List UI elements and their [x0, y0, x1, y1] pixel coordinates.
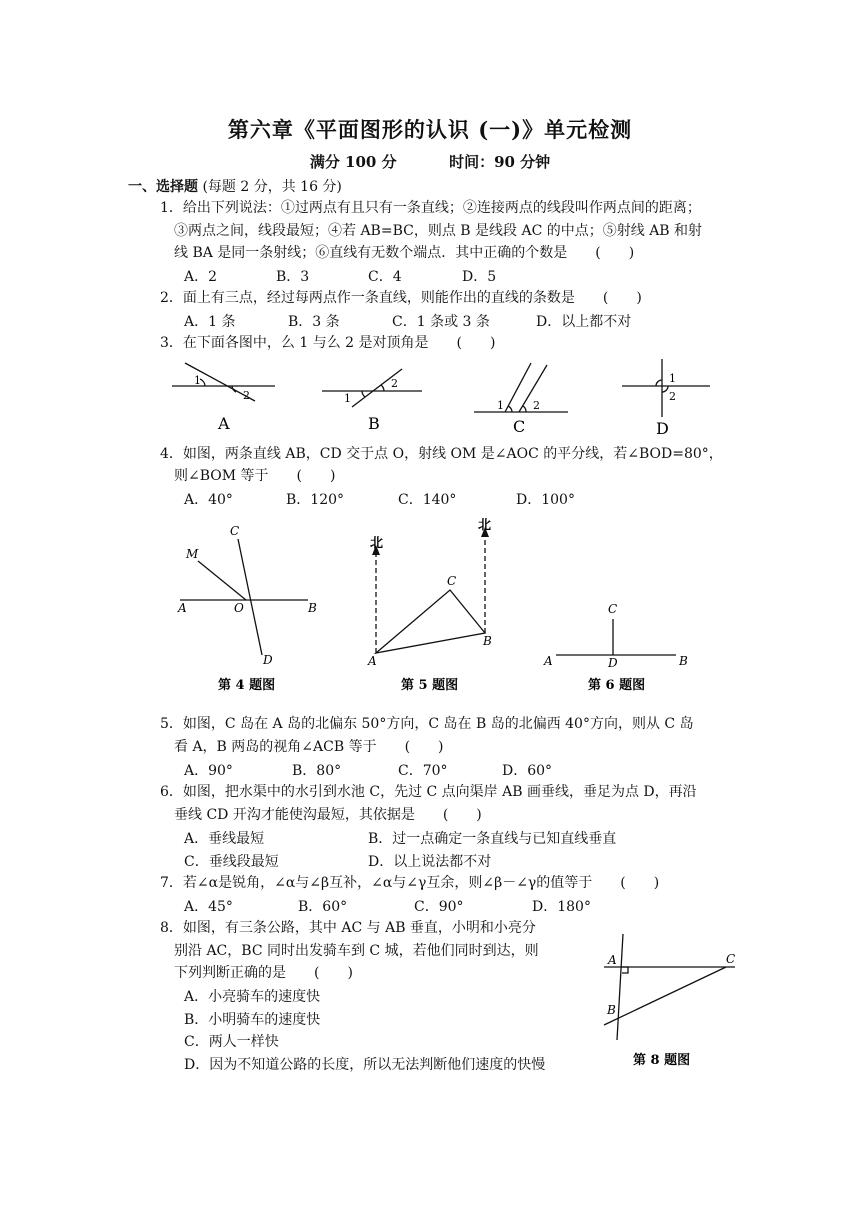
q4-option-d: D．100°: [516, 492, 575, 508]
fig4-label-c: C: [230, 524, 240, 538]
q3-line-1: 3．在下面各图中，么 1 与么 2 是对顶角是 ( ): [160, 335, 496, 351]
q3-a-angle1: 1: [194, 374, 201, 387]
q5-line-1: 5．如图，C 岛在 A 岛的北偏东 50°方向，C 岛在 B 岛的北偏西 40°方向，则从 C 岛: [160, 716, 694, 732]
section-heading: [128, 176, 342, 196]
q8-option-d: D．因为不知道公路的长度，所以无法判断他们速度的快慢: [184, 1057, 546, 1073]
page-title: 第六章《平面图形的认识 (一)》单元检测: [227, 117, 633, 142]
fig4-label-d: D: [263, 653, 273, 667]
fig8-caption: 第 8 题图: [633, 1053, 691, 1068]
full-score: 满分 100 分: [309, 153, 397, 171]
fig5-caption: 第 5 题图: [401, 678, 459, 693]
fig4-label-o: O: [234, 601, 244, 615]
q2-line-1: 2．面上有三点，经过每两点作一条直线，则能作出的直线的条数是 ( ): [160, 290, 642, 306]
q7-option-a: A．45°: [184, 899, 233, 915]
q5-option-a: A．90°: [184, 763, 233, 779]
q3-figures: [0, 355, 860, 438]
fig6-drawing: [556, 619, 676, 655]
q5-option-b: B．80°: [292, 763, 342, 779]
q3-b-label: B: [368, 414, 380, 433]
q4-line-1: 4．如图，两条直线 AB，CD 交于点 O，射线 OM 是∠AOC 的平分线，若∠BOD=80°，: [160, 446, 723, 462]
q3-a-label: A: [218, 414, 230, 433]
q8-line-3: 下列判断正确的是 ( ): [174, 965, 353, 981]
fig4-label-m: M: [186, 547, 199, 561]
q1-option-b: B．3: [276, 269, 310, 285]
q3-c-angle2: 2: [533, 399, 540, 412]
fig8-label-a: A: [608, 953, 617, 967]
fig8-drawing: [604, 934, 735, 1040]
q7-option-d: D．180°: [532, 899, 591, 915]
fig8-label-b: B: [607, 1003, 616, 1017]
q3-figure-d: [622, 359, 710, 417]
fig4-label-b: B: [308, 601, 317, 615]
q8-option-c: C．两人一样快: [184, 1034, 279, 1050]
q3-figure-a: [172, 363, 275, 401]
q6-option-b: B．过一点确定一条直线与已知直线垂直: [368, 831, 617, 847]
fig6-label-a: A: [544, 654, 553, 668]
q1-option-c: C．4: [368, 269, 402, 285]
q5-option-c: C．70°: [398, 763, 448, 779]
fig5-label-b: B: [483, 634, 492, 648]
q3-figure-b: [322, 369, 422, 407]
q5-line-2: 看 A，B 两岛的视角∠ACB 等于 ( ): [174, 739, 444, 755]
q1-line-2: ③两点之间，线段最短；④若 AB=BC，则点 B 是线段 AC 的中点；⑤射线 AB 和射: [174, 223, 703, 239]
fig6-caption: 第 6 题图: [588, 678, 646, 693]
fig4-label-a: A: [178, 601, 187, 615]
fig6-label-b: B: [679, 654, 688, 668]
q2-option-d: D．以上都不对: [536, 314, 632, 330]
fig5-drawing: [376, 535, 485, 653]
q8-option-a: A．小亮骑车的速度快: [184, 989, 321, 1005]
q2-option-b: B．3 条: [288, 314, 340, 330]
time-limit: 时间：90 分钟: [449, 153, 551, 171]
q1-option-a: A．2: [184, 269, 218, 285]
q7-line-1: 7．若∠α是锐角，∠α与∠β互补，∠α与∠γ互余，则∠β－∠γ的值等于 ( ): [160, 875, 660, 891]
q4-option-c: C．140°: [398, 492, 457, 508]
fig4-caption: 第 4 题图: [218, 678, 276, 693]
q3-d-label: D: [656, 419, 669, 438]
fig6-label-d: D: [608, 656, 618, 670]
q4-option-b: B．120°: [286, 492, 345, 508]
q8-line-2: 别沿 AC，BC 同时出发骑车到 C 城，若他们同时到达，则: [174, 943, 539, 959]
q3-b-angle1: 1: [344, 392, 351, 405]
section-title: 一、选择题: [128, 179, 198, 195]
q7-option-b: B．60°: [298, 899, 348, 915]
q5-option-d: D．60°: [502, 763, 553, 779]
q3-c-label: C: [513, 417, 526, 436]
figure-row: [0, 515, 860, 700]
q6-option-a: A．垂线最短: [184, 831, 265, 847]
fig5-north-b: 北: [478, 518, 492, 533]
fig5-label-a: A: [368, 654, 377, 668]
q6-line-1: 6．如图，把水渠中的水引到水池 C，先过 C 点向渠岸 AB 画垂线，垂足为点 D，再沿: [160, 784, 697, 800]
fig5-north-a: 北: [370, 536, 384, 551]
q8-option-b: B．小明骑车的速度快: [184, 1012, 321, 1028]
q1-option-d: D．5: [462, 269, 497, 285]
q3-c-angle1: 1: [497, 399, 504, 412]
q2-option-a: A．1 条: [184, 314, 236, 330]
q6-line-2: 垂线 CD 开沟才能使沟最短，其依据是 ( ): [174, 807, 482, 823]
q1-line-1: 1．给出下列说法：①过两点有且只有一条直线；②连接两点的线段叫作两点间的距离；: [160, 200, 701, 216]
fig4-drawing: [180, 539, 308, 655]
section-note: (每题 2 分，共 16 分): [202, 179, 342, 195]
q6-option-c: C．垂线段最短: [184, 854, 279, 870]
q2-option-c: C．1 条或 3 条: [392, 314, 490, 330]
q4-line-2: 则∠BOM 等于 ( ): [174, 468, 336, 484]
q3-d-angle2: 2: [669, 390, 676, 403]
fig5-label-c: C: [447, 574, 457, 588]
q3-figure-c: [474, 363, 568, 412]
q8-line-1: 8．如图，有三条公路，其中 AC 与 AB 垂直，小明和小亮分: [160, 920, 536, 936]
q3-d-angle1: 1: [669, 372, 676, 385]
fig8: [0, 920, 860, 1080]
fig8-label-c: C: [726, 952, 736, 966]
q4-option-a: A．40°: [184, 492, 233, 508]
q1-line-3: 线 BA 是同一条射线；⑥直线有无数个端点．其中正确的个数是 ( ): [174, 245, 635, 261]
fig6-label-c: C: [608, 602, 618, 616]
q3-b-angle2: 2: [391, 377, 398, 390]
q3-a-angle2: 2: [243, 389, 250, 402]
exam-info: [0, 151, 860, 172]
q7-option-c: C．90°: [414, 899, 464, 915]
q6-option-d: D．以上说法都不对: [368, 854, 492, 870]
